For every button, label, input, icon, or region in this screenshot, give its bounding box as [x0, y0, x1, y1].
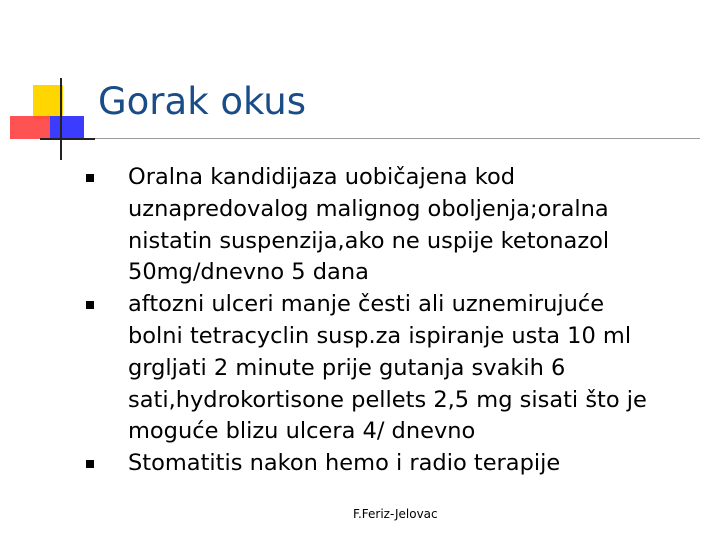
- title-underline: [40, 138, 700, 139]
- square-bullet-icon: [86, 301, 94, 309]
- decorative-yellow-square: [33, 85, 63, 119]
- square-bullet-icon: [86, 174, 94, 182]
- bullet-list: [0, 162, 720, 480]
- decorative-blue-square: [50, 116, 84, 139]
- bullet-text: Oralna kandidijaza uobičajena kod uznapredovalog malignog oboljenja;oralna nistatin suspenzija,ako ne uspije ketonazol 50mg/dnevno 5 dana: [128, 164, 610, 286]
- bullet-text: aftozni ulceri manje česti ali uznemirujuće bolni tetracyclin susp.za ispiranje usta 10 ml grgljati 2 minute prije gutanja svakih 6 sati,hydrokortisone pellets 2,5 mg sisati što je moguće blizu ulcera 4/ dnevno: [128, 291, 647, 445]
- slide-title: Gorak okus: [98, 80, 307, 123]
- bullet-item: [0, 289, 720, 448]
- title-underline-accent: [40, 138, 95, 140]
- bullet-item: [0, 162, 720, 289]
- decorative-vertical-line: [60, 78, 62, 160]
- bullet-text: Stomatitis nakon hemo i radio terapije: [128, 450, 561, 477]
- footer-author: F.Feriz-Jelovac: [353, 507, 438, 521]
- square-bullet-icon: [86, 460, 94, 468]
- bullet-item: [0, 448, 720, 480]
